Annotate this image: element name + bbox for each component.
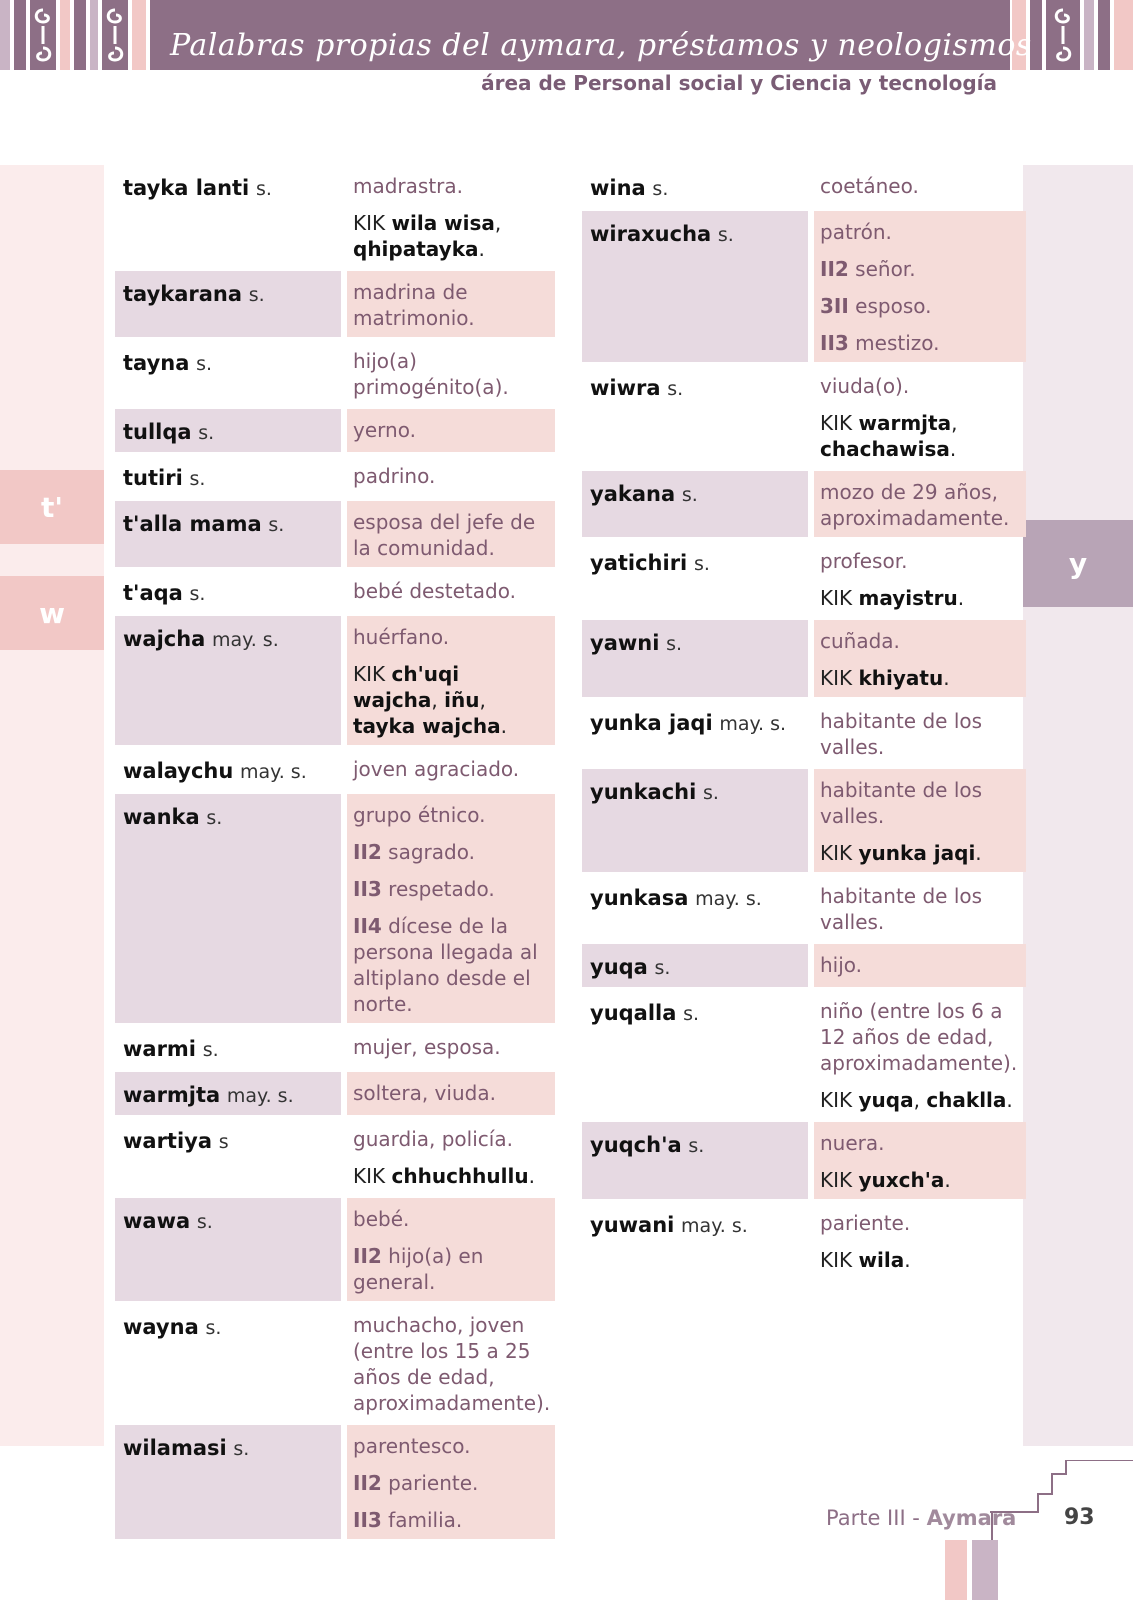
kik-label: KIK	[820, 841, 853, 865]
glossary-entry	[582, 211, 1026, 362]
entry-term: wayna	[123, 1315, 199, 1339]
variant-word: yuxch'a	[858, 1168, 945, 1192]
glossary-entry	[582, 1122, 1026, 1199]
variant-word: warmjta	[858, 411, 952, 435]
entry-definitions	[347, 1304, 555, 1422]
entry-definitions	[814, 1202, 1026, 1279]
kik-label: KIK	[820, 666, 853, 690]
definition-text: joven agraciado.	[353, 757, 520, 781]
kik-label: KIK	[820, 411, 853, 435]
entry-term: wina	[590, 176, 646, 200]
entry-definition	[353, 1433, 549, 1459]
entry-definitions	[347, 748, 555, 791]
entry-definitions	[814, 365, 1026, 468]
entry-term-cell	[115, 616, 341, 745]
entry-part-of-speech: s.	[202, 1039, 219, 1061]
entry-definition	[353, 839, 549, 865]
entry-part-of-speech: s.	[667, 378, 684, 400]
glossary-entry	[115, 165, 555, 268]
entry-definitions	[814, 211, 1026, 362]
entry-definition	[353, 417, 549, 443]
definition-text: esposa del jefe de la comunidad.	[353, 510, 536, 560]
glossary-entry	[115, 1026, 555, 1069]
entry-definition	[353, 1312, 549, 1416]
entry-term-cell	[115, 501, 341, 567]
footer-bar	[972, 1540, 998, 1600]
entry-part-of-speech: s.	[189, 468, 206, 490]
sense-number: II2	[820, 257, 849, 281]
definition-text: yerno.	[353, 418, 416, 442]
sense-number: II3	[353, 877, 382, 901]
entry-variant-forms: KIK yunka jaqi.	[820, 841, 982, 865]
spiral-ornament-icon	[1050, 6, 1076, 64]
entry-definition	[353, 279, 549, 331]
right-side-band	[1023, 165, 1133, 1446]
kik-label: KIK	[820, 1088, 853, 1112]
definition-text: dícese de la persona llegada al altiplano desde el norte.	[353, 914, 538, 1016]
definition-text: habitante de los valles.	[820, 709, 983, 759]
entry-definitions	[347, 1425, 555, 1539]
entry-part-of-speech: s.	[681, 484, 698, 506]
entry-term-cell	[115, 1026, 341, 1069]
glossary-entry	[115, 501, 555, 567]
entry-part-of-speech: s.	[717, 224, 734, 246]
sense-number: II3	[820, 331, 849, 355]
entry-definition	[820, 173, 1020, 199]
definition-text: padrino.	[353, 464, 436, 488]
entry-part-of-speech: s.	[255, 178, 272, 200]
definition-text: hijo(a) primogénito(a).	[353, 349, 509, 399]
definition-text: respetado.	[388, 877, 495, 901]
definition-text: hijo(a) en general.	[353, 1244, 484, 1294]
footer-language: Aymara	[926, 1506, 1017, 1530]
variant-word: mayistru	[858, 586, 958, 610]
glossary-entry	[115, 616, 555, 745]
entry-term-cell	[115, 340, 341, 406]
entry-term: tutiri	[123, 466, 183, 490]
entry-term: yuqch'a	[590, 1133, 682, 1157]
definition-text: pariente.	[820, 1211, 911, 1235]
entry-term: taykarana	[123, 282, 243, 306]
variant-word: wila wisa	[391, 211, 495, 235]
stair-ornament	[990, 1460, 1133, 1600]
definition-text: huérfano.	[353, 625, 450, 649]
entry-term-cell	[115, 1425, 341, 1539]
definition-text: madrina de matrimonio.	[353, 280, 475, 330]
entry-term-cell	[582, 875, 808, 941]
entry-term-cell	[582, 471, 808, 537]
entry-definition	[353, 1507, 549, 1533]
side-tab-y: y	[1023, 520, 1133, 607]
entry-part-of-speech: s.	[703, 782, 719, 804]
kik-label: KIK	[353, 1164, 386, 1188]
entry-term: yunkachi	[590, 780, 697, 804]
entry-definitions	[347, 794, 555, 1023]
entry-definitions	[814, 620, 1026, 697]
glossary-entry	[115, 1425, 555, 1539]
entry-term-cell	[115, 1118, 341, 1195]
entry-definition	[820, 998, 1020, 1076]
glossary-entry	[582, 365, 1026, 468]
variant-word: khiyatu	[858, 666, 944, 690]
sense-number: II2	[353, 1244, 382, 1268]
entry-definition	[820, 883, 1020, 935]
entry-part-of-speech: s.	[196, 1211, 213, 1233]
definition-text: soltera, viuda.	[353, 1081, 496, 1105]
entry-definition	[820, 219, 1020, 245]
footer-bar	[945, 1540, 967, 1600]
entry-definitions	[347, 409, 555, 452]
definition-text: mujer, esposa.	[353, 1035, 501, 1059]
definition-text: cuñada.	[820, 629, 900, 653]
variant-word: ch'uqi wajcha	[353, 662, 460, 712]
entry-definition	[820, 1130, 1020, 1156]
entry-part-of-speech: may. s.	[695, 888, 762, 910]
entry-part-of-speech: s.	[206, 807, 223, 829]
kik-label: KIK	[820, 586, 853, 610]
sense-number: 3II	[820, 294, 849, 318]
entry-definition	[820, 548, 1020, 574]
sense-number: II2	[353, 840, 382, 864]
entry-term: wilamasi	[123, 1436, 227, 1460]
entry-term-cell	[582, 1122, 808, 1199]
entry-term-cell	[115, 165, 341, 268]
definition-text: habitante de los valles.	[820, 884, 983, 934]
entry-term-cell	[582, 365, 808, 468]
entry-definitions	[347, 570, 555, 613]
entry-part-of-speech: s.	[189, 583, 206, 605]
entry-term: yuqalla	[590, 1001, 677, 1025]
entry-definitions	[814, 471, 1026, 537]
page-number: 93	[1064, 1505, 1095, 1530]
entry-variant-forms: KIK wila wisa, qhipatayka.	[353, 211, 502, 261]
entry-term-cell	[582, 769, 808, 872]
entry-term: yunkasa	[590, 886, 689, 910]
entry-definition	[820, 373, 1020, 399]
entry-variant-forms: KIK ch'uqi wajcha, iñu, tayka wajcha.	[353, 662, 508, 738]
entry-part-of-speech: s.	[248, 284, 265, 306]
entry-definitions	[347, 455, 555, 498]
entry-part-of-speech: s.	[693, 553, 710, 575]
glossary-column-left	[115, 165, 555, 1542]
glossary-entry	[115, 271, 555, 337]
entry-term-cell	[115, 1304, 341, 1422]
glossary-entry	[582, 165, 1026, 208]
entry-part-of-speech: s.	[683, 1003, 700, 1025]
variant-word: wila	[858, 1248, 905, 1272]
entry-part-of-speech: may. s.	[212, 629, 279, 651]
glossary-entry	[582, 944, 1026, 987]
glossary-entry	[582, 620, 1026, 697]
glossary-entry	[582, 1202, 1026, 1279]
definition-text: guardia, policía.	[353, 1127, 513, 1151]
entry-definition	[820, 330, 1020, 356]
glossary-entry	[115, 748, 555, 791]
entry-definitions	[814, 944, 1026, 987]
entry-part-of-speech: s.	[198, 422, 215, 444]
entry-term: yuqa	[590, 955, 648, 979]
entry-part-of-speech: s.	[233, 1438, 250, 1460]
entry-definition	[820, 479, 1020, 531]
kik-label: KIK	[353, 211, 386, 235]
entry-term: wiraxucha	[590, 222, 712, 246]
entry-term-cell	[582, 211, 808, 362]
definition-text: coetáneo.	[820, 174, 919, 198]
glossary-entry	[115, 1118, 555, 1195]
definition-text: bebé destetado.	[353, 579, 516, 603]
entry-definitions	[814, 875, 1026, 941]
entry-term: yuwani	[590, 1213, 675, 1237]
entry-term: yunka jaqi	[590, 711, 713, 735]
entry-term: tayna	[123, 351, 190, 375]
glossary-entry	[582, 700, 1026, 766]
entry-definition	[820, 777, 1020, 829]
sense-number: II4	[353, 914, 382, 938]
footer-part-label	[826, 1506, 1016, 1530]
entry-part-of-speech: s.	[666, 633, 683, 655]
page-subtitle: área de Personal social y Ciencia y tecnología	[481, 71, 997, 95]
entry-definitions	[814, 700, 1026, 766]
entry-part-of-speech: s.	[196, 353, 213, 375]
definition-text: profesor.	[820, 549, 908, 573]
entry-definition	[353, 1470, 549, 1496]
definition-text: pariente.	[388, 1471, 479, 1495]
entry-definitions	[347, 271, 555, 337]
entry-term-cell	[115, 271, 341, 337]
spiral-ornament-icon	[30, 6, 56, 64]
entry-part-of-speech: s.	[652, 178, 669, 200]
entry-term: wawa	[123, 1209, 191, 1233]
entry-term-cell	[582, 944, 808, 987]
entry-part-of-speech: s.	[268, 514, 285, 536]
definition-text: bebé.	[353, 1207, 410, 1231]
entry-definition	[353, 876, 549, 902]
entry-definition	[820, 1210, 1020, 1236]
entry-definition	[353, 578, 549, 604]
entry-term: tullqa	[123, 420, 192, 444]
definition-text: mozo de 29 años, aproximadamente.	[820, 480, 1010, 530]
entry-definitions	[347, 340, 555, 406]
glossary-entry	[115, 570, 555, 613]
entry-term-cell	[582, 990, 808, 1119]
entry-definition	[353, 913, 549, 1017]
footer-part: Parte III -	[826, 1506, 920, 1530]
entry-definitions	[814, 990, 1026, 1119]
entry-part-of-speech: may. s.	[681, 1215, 748, 1237]
entry-definition	[353, 348, 549, 400]
definition-text: patrón.	[820, 220, 892, 244]
entry-term-cell	[582, 1202, 808, 1279]
entry-definition	[353, 802, 549, 828]
definition-text: señor.	[855, 257, 916, 281]
glossary-entry	[582, 875, 1026, 941]
glossary-entry	[115, 340, 555, 406]
entry-term-cell	[582, 540, 808, 617]
entry-definition	[353, 1126, 549, 1152]
entry-definitions	[347, 616, 555, 745]
entry-part-of-speech: s	[218, 1131, 229, 1153]
variant-word: tayka wajcha	[353, 714, 501, 738]
glossary-entry	[115, 455, 555, 498]
entry-definitions	[347, 165, 555, 268]
entry-term: yawni	[590, 631, 660, 655]
definition-text: madrastra.	[353, 174, 464, 198]
entry-definition	[820, 628, 1020, 654]
entry-variant-forms: KIK wila.	[820, 1248, 911, 1272]
entry-definition	[353, 756, 549, 782]
entry-definition	[820, 708, 1020, 760]
glossary-entry	[582, 769, 1026, 872]
entry-term: walaychu	[123, 759, 234, 783]
entry-term: yatichiri	[590, 551, 688, 575]
entry-term-cell	[115, 455, 341, 498]
side-tab-w: w	[0, 576, 104, 650]
entry-term: yakana	[590, 482, 676, 506]
entry-definitions	[814, 165, 1026, 208]
definition-text: niño (entre los 6 a 12 años de edad, aproximadamente).	[820, 999, 1018, 1075]
side-tab-t: t'	[0, 470, 104, 544]
entry-term-cell	[115, 1198, 341, 1301]
entry-definition	[820, 293, 1020, 319]
spiral-ornament-icon	[102, 6, 128, 64]
definition-text: familia.	[388, 1508, 463, 1532]
definition-text: hijo.	[820, 953, 863, 977]
variant-word: yuqa	[858, 1088, 914, 1112]
glossary-entry	[115, 1072, 555, 1115]
entry-definitions	[347, 1198, 555, 1301]
entry-definition	[353, 1080, 549, 1106]
entry-term: warmi	[123, 1037, 197, 1061]
entry-term-cell	[115, 748, 341, 791]
definition-text: nuera.	[820, 1131, 885, 1155]
entry-definitions	[347, 1072, 555, 1115]
variant-word: chaklla	[926, 1088, 1007, 1112]
entry-definition	[353, 173, 549, 199]
kik-label: KIK	[820, 1248, 853, 1272]
entry-definition	[820, 256, 1020, 282]
glossary-entry	[115, 1198, 555, 1301]
variant-word: yunka jaqi	[858, 841, 976, 865]
entry-part-of-speech: may. s.	[240, 761, 307, 783]
entry-term-cell	[582, 165, 808, 208]
entry-definitions	[347, 1118, 555, 1195]
definition-text: grupo étnico.	[353, 803, 486, 827]
kik-label: KIK	[820, 1168, 853, 1192]
entry-part-of-speech: s.	[688, 1135, 705, 1157]
entry-definitions	[814, 769, 1026, 872]
entry-definition	[353, 1034, 549, 1060]
definition-text: muchacho, joven (entre los 15 a 25 años de edad, aproximadamente).	[353, 1313, 551, 1415]
entry-variant-forms: KIK yuqa, chaklla.	[820, 1088, 1013, 1112]
entry-definitions	[347, 1026, 555, 1069]
entry-part-of-speech: may. s.	[226, 1085, 294, 1107]
entry-variant-forms: KIK yuxch'a.	[820, 1168, 951, 1192]
entry-definition	[353, 463, 549, 489]
definition-text: mestizo.	[855, 331, 940, 355]
definition-text: parentesco.	[353, 1434, 471, 1458]
entry-definition	[353, 1243, 549, 1295]
variant-word: iñu	[444, 688, 480, 712]
entry-term-cell	[115, 570, 341, 613]
entry-term: t'alla mama	[123, 512, 262, 536]
entry-definitions	[814, 1122, 1026, 1199]
glossary-entry	[115, 409, 555, 452]
entry-definition	[353, 509, 549, 561]
entry-definitions	[347, 501, 555, 567]
entry-variant-forms: KIK khiyatu.	[820, 666, 950, 690]
variant-word: chachawisa	[820, 437, 950, 461]
glossary-entry	[115, 794, 555, 1023]
entry-term-cell	[582, 700, 808, 766]
variant-word: chhuchhullu	[391, 1164, 529, 1188]
entry-part-of-speech: s.	[654, 957, 671, 979]
definition-text: esposo.	[855, 294, 932, 318]
glossary-entry	[582, 471, 1026, 537]
entry-part-of-speech: may. s.	[719, 713, 787, 735]
entry-definition	[820, 952, 1020, 978]
sense-number: II2	[353, 1471, 382, 1495]
entry-term: t'aqa	[123, 581, 183, 605]
glossary-entry	[582, 990, 1026, 1119]
glossary-column-right	[582, 165, 1026, 1282]
entry-term: wajcha	[123, 627, 206, 651]
definition-text: viuda(o).	[820, 374, 910, 398]
sense-number: II3	[353, 1508, 382, 1532]
variant-word: qhipatayka	[353, 237, 479, 261]
definition-text: sagrado.	[388, 840, 475, 864]
entry-variant-forms: KIK warmjta, chachawisa.	[820, 411, 958, 461]
entry-variant-forms: KIK mayistru.	[820, 586, 965, 610]
entry-term-cell	[115, 794, 341, 1023]
entry-part-of-speech: s.	[205, 1317, 222, 1339]
glossary-entry	[582, 540, 1026, 617]
definition-text: habitante de los valles.	[820, 778, 983, 828]
page-title: Palabras propias del aymara, préstamos y neologismos	[170, 28, 1032, 63]
left-side-band	[0, 165, 104, 1446]
entry-term: wiwra	[590, 376, 661, 400]
kik-label: KIK	[353, 662, 386, 686]
entry-variant-forms: KIK chhuchhullu.	[353, 1164, 535, 1188]
entry-term: wartiya	[123, 1129, 213, 1153]
entry-term-cell	[115, 1072, 341, 1115]
entry-term-cell	[582, 620, 808, 697]
glossary-entry	[115, 1304, 555, 1422]
entry-definition	[353, 624, 549, 650]
entry-term-cell	[115, 409, 341, 452]
entry-term: wanka	[123, 805, 200, 829]
entry-definitions	[814, 540, 1026, 617]
entry-term: warmjta	[123, 1083, 221, 1107]
entry-term: tayka lanti	[123, 176, 250, 200]
entry-definition	[353, 1206, 549, 1232]
